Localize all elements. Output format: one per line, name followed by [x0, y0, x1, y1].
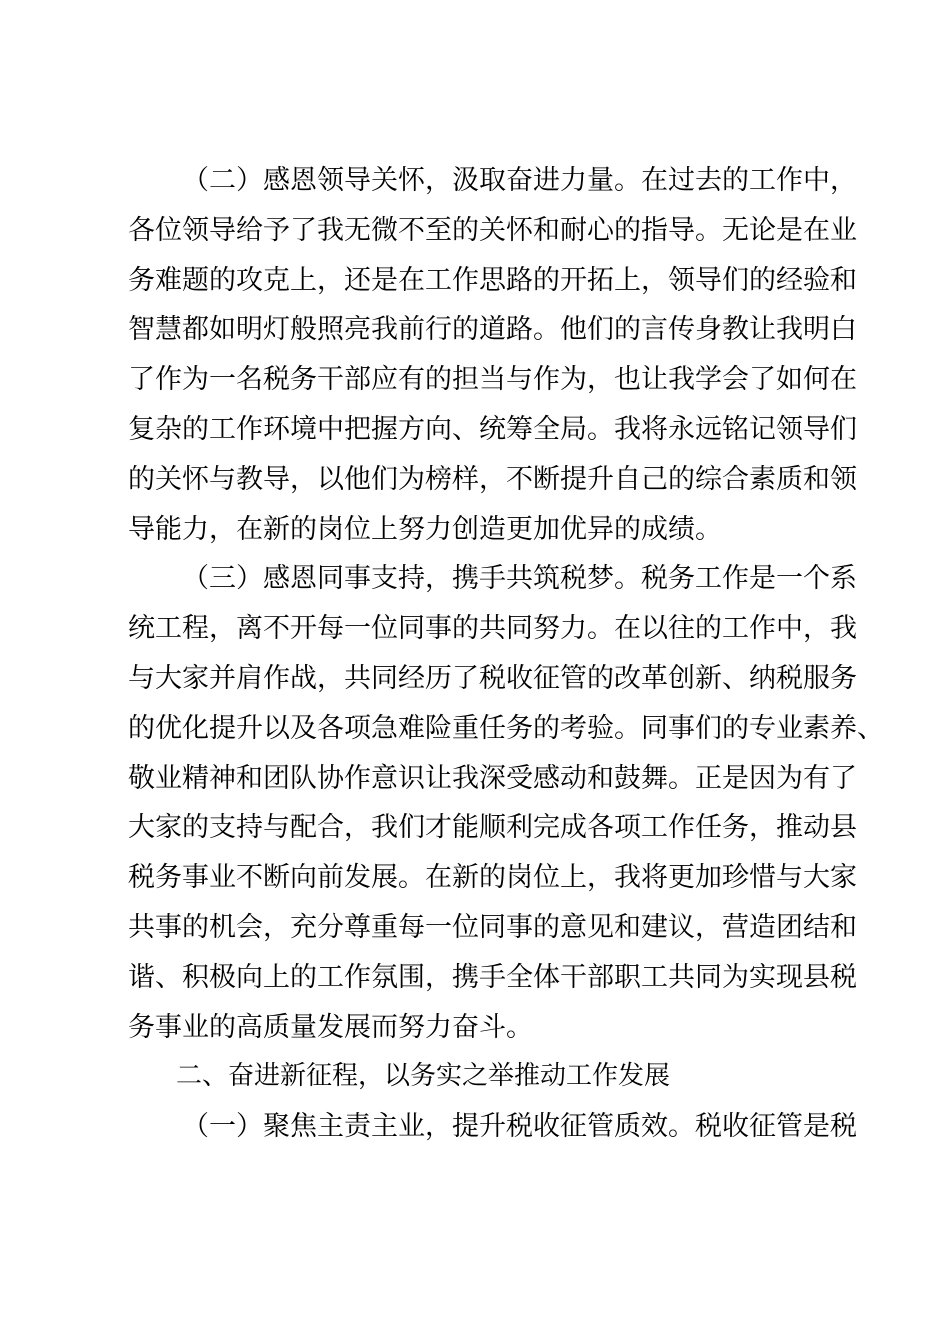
paragraph-3-line-9: 谐、积极向上的工作氛围，携手全体干部职工共同为实现县税 [128, 961, 857, 993]
paragraph-2-line-5: 了作为一名税务干部应有的担当与作为，也让我学会了如何在 [128, 364, 857, 396]
paragraph-2-line-8: 导能力，在新的岗位上努力创造更加优异的成绩。 [128, 513, 722, 545]
paragraph-2-line-1: （二）感恩领导关怀，汲取奋进力量。在过去的工作中， [182, 165, 857, 196]
paragraph-3-line-1: （三）感恩同事支持，携手共筑税梦。税务工作是一个系 [182, 563, 857, 595]
paragraph-3-line-8: 共事的机会，充分尊重每一位同事的意见和建议，营造团结和 [128, 911, 857, 943]
body-text [128, 156, 884, 1152]
section-heading: 二、奋进新征程，以务实之举推动工作发展 [176, 1061, 671, 1092]
paragraph-2-line-6: 复杂的工作环境中把握方向、统筹全局。我将永远铭记领导们 [128, 413, 857, 445]
paragraph-2-line-7: 的关怀与教导，以他们为榜样，不断提升自己的综合素质和领 [128, 463, 857, 495]
paragraph-3-line-10: 务事业的高质量发展而努力奋斗。 [128, 1011, 533, 1043]
paragraph-4-line-1: （一）聚焦主责主业，提升税收征管质效。税收征管是税 [182, 1111, 857, 1143]
paragraph-2-line-3: 务难题的攻克上，还是在工作思路的开拓上，领导们的经验和 [128, 264, 857, 296]
paragraph-2-line-4: 智慧都如明灯般照亮我前行的道路。他们的言传身教让我明白 [128, 314, 857, 346]
paragraph-3-line-4: 的优化提升以及各项急难险重任务的考验。同事们的专业素养、 [128, 712, 884, 744]
paragraph-3-line-6: 大家的支持与配合，我们才能顺利完成各项工作任务，推动县 [128, 812, 857, 844]
paragraph-3-line-5: 敬业精神和团队协作意识让我深受感动和鼓舞。正是因为有了 [128, 762, 857, 794]
paragraph-2-line-2: 各位领导给予了我无微不至的关怀和耐心的指导。无论是在业 [128, 214, 857, 246]
paragraph-3-line-3: 与大家并肩作战，共同经历了税收征管的改革创新、纳税服务 [128, 662, 857, 694]
paragraph-3-line-2: 统工程，离不开每一位同事的共同努力。在以往的工作中，我 [128, 613, 857, 645]
paragraph-3-line-7: 税务事业不断向前发展。在新的岗位上，我将更加珍惜与大家 [128, 862, 857, 894]
